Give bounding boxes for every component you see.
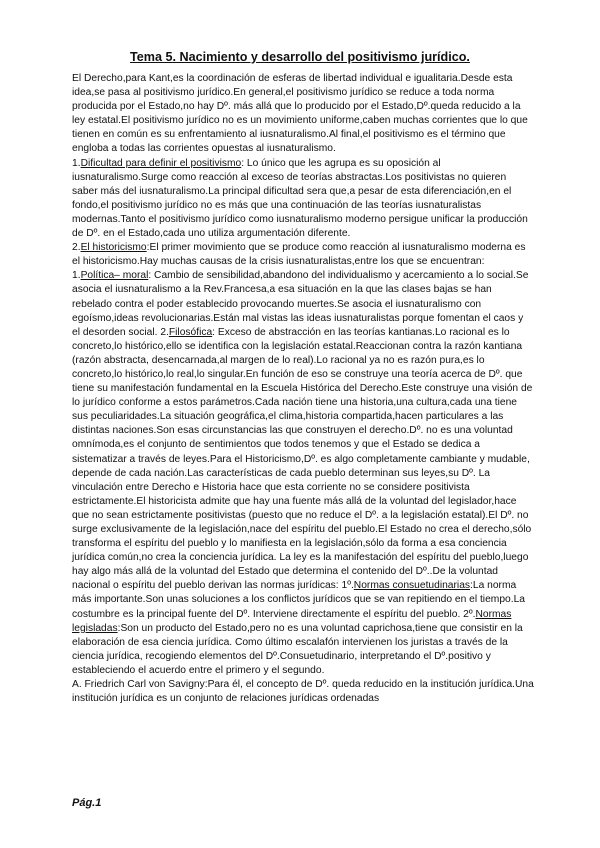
section-1-paragraph xyxy=(72,157,534,242)
document-title: Tema 5. Nacimiento y desarrollo del positivismo jurídico. xyxy=(130,50,470,64)
section-2-text-a: :El primer movimiento que se produce como reacción al iusnaturalismo moderna es el historicismo.Hay muchas causas de la crisis iusnaturalistas,entre los que se encuentran: 1. xyxy=(72,242,526,282)
section-2-text-d: :La norma más importante.Son unas soluciones a los conflictos jurídicos que se van repitiendo en el tiempo.La costumbre es la principal fuente del Dº. Interviene directamente el espíritu del pueblo. 2º. xyxy=(72,580,525,620)
page-number: Pág.1 xyxy=(72,797,102,809)
heading-normas-legisladas: Normas legisladas xyxy=(72,608,512,634)
savigny-paragraph: A. Friedrich Carl von Savigny:Para él, el concepto de Dº. queda reducido en la institución jurídica.Una institución jurídica es un conjunto de relaciones jurídicas ordenadas xyxy=(72,679,534,705)
heading-filosofica: Filosófica xyxy=(168,326,213,338)
section-2-heading: El historicismo xyxy=(80,242,147,254)
heading-normas-consuetudinarias: Normas consuetudinarias xyxy=(353,580,471,592)
heading-politica-moral: Política– moral xyxy=(80,270,149,282)
document-body xyxy=(72,72,534,706)
section-1-text: : Lo único que les agrupa es su oposición al iusnaturalismo.Surge como reacción al exceso de teorías abstractas.Los positivistas no quieren saber más del iusnaturalismo.La principal dificultad sera que,a pesar de esta diferenciación,en el fondo,el positivismo jurídico no es más que una continuación de las teorías iusnaturalistas modernas.Tanto el positivismo jurídico como iusnaturalismo moderno persigue unificar la producción de Dº. en el Estado,cada uno utiliza argumentación diferente. xyxy=(72,157,528,240)
section-2-paragraph xyxy=(72,241,534,678)
section-2-text-b: : Cambio de sensibilidad,abandono del individualismo y acercamiento a lo social.Se asocia el iusnaturalismo a la Rev.Francesa,a esa situación en la que las clases bajas se han rebelado contra el poder establecido provocando muertes.Se asocia el iusnaturalismo con egoísmo,ideas revolucionarias.Están mal vistas las ideas iusnaturalistas porque fomentan el caos y el desorden social. 2. xyxy=(72,270,529,338)
section-2-number: 2. xyxy=(72,242,81,254)
section-1-heading: Dificultad para definir el positivismo xyxy=(80,157,242,169)
intro-paragraph: El Derecho,para Kant,es la coordinación de esferas de libertad individual e igualitaria.Desde esta idea,se pasa al positivismo jurídico.En general,el positivismo jurídico se reduce a toda norma producida por el Estado,no hay Dº. más allá que lo producido por el Estado,Dº.queda reducido a la ley estatal.El positivismo jurídico no es un movimiento uniforme,caben muchas corrientes que lo que tienen en común es su enfrentamiento al iusnaturalismo.Al final,el positivismo es el término que engloba a todas las corrientes opuestas al iusnaturalismo. xyxy=(72,73,528,155)
section-2-text-c: : Exceso de abstracción en las teorías kantianas.Lo racional es lo concreto,lo histórico,ello se identifica con la legislación estatal.Reaccionan contra la razón kantiana (razón abstracta, desencarnada,al margen de lo real).Lo racional ya no es razón pura,es lo concreto,lo histórico,lo real,lo singular.En función de eso se construye una teoría acerca de Dº. que tiene su manifestación fundamental en la Escuela Histórica del Derecho.Este construye una visión de lo jurídico conforme a estos parámetros.Cada nación tiene una historia,una cultura,cada una tiene sus peculiaridades.La situación geográfica,el clima,historia compartida,hacen particulares a las distintas naciones.Son esas circunstancias las que construyen el derecho.Dº. no es una voluntad omnímoda,es el conjunto de sentimientos que todos tenemos y que el Estado se dedica a sistematizar a través de leyes.Para el Historicismo,Dº. es algo completamente cambiante y mudable, depende de cada nación.Las características de cada pueblo determinan sus leyes,su Dº. La vinculación entre Derecho e Historia hace que esta corriente no se considere positivista estrictamente.El historicista admite que hay una fuente más allá de la voluntad del legislador,hace que no sean estrictamente positivistas (puesto que no reduce el Dº. a la legislación estatal).El Dº. no surge exclusivamente de la legislación,nace del espíritu del pueblo.El Estado no crea el derecho,sólo transforma el espíritu del pueblo y lo manifiesta en la legislación,sólo da forma a esa conciencia jurídica común,no crea la conciencia jurídica. La ley es la manifestación del espíritu del pueblo,luego hay algo más allá de la voluntad del Estado que determina el contenido del Dº..De la voluntad nacional o espíritu del pueblo derivan las normas jurídicas: 1º. xyxy=(72,326,533,592)
section-1-number: 1. xyxy=(72,157,81,169)
section-2-text-e: :Son un producto del Estado,pero no es una voluntad caprichosa,tiene que consistir en la elaboración de esa ciencia jurídica. Como último escalafón intervienen los juristas a través de la ciencia jurídica, recogiendo elementos del Dº.Consuetudinario, interpretando el Dº.positivo y estableciendo el acuerdo entre el primero y el segundo. xyxy=(72,622,523,676)
